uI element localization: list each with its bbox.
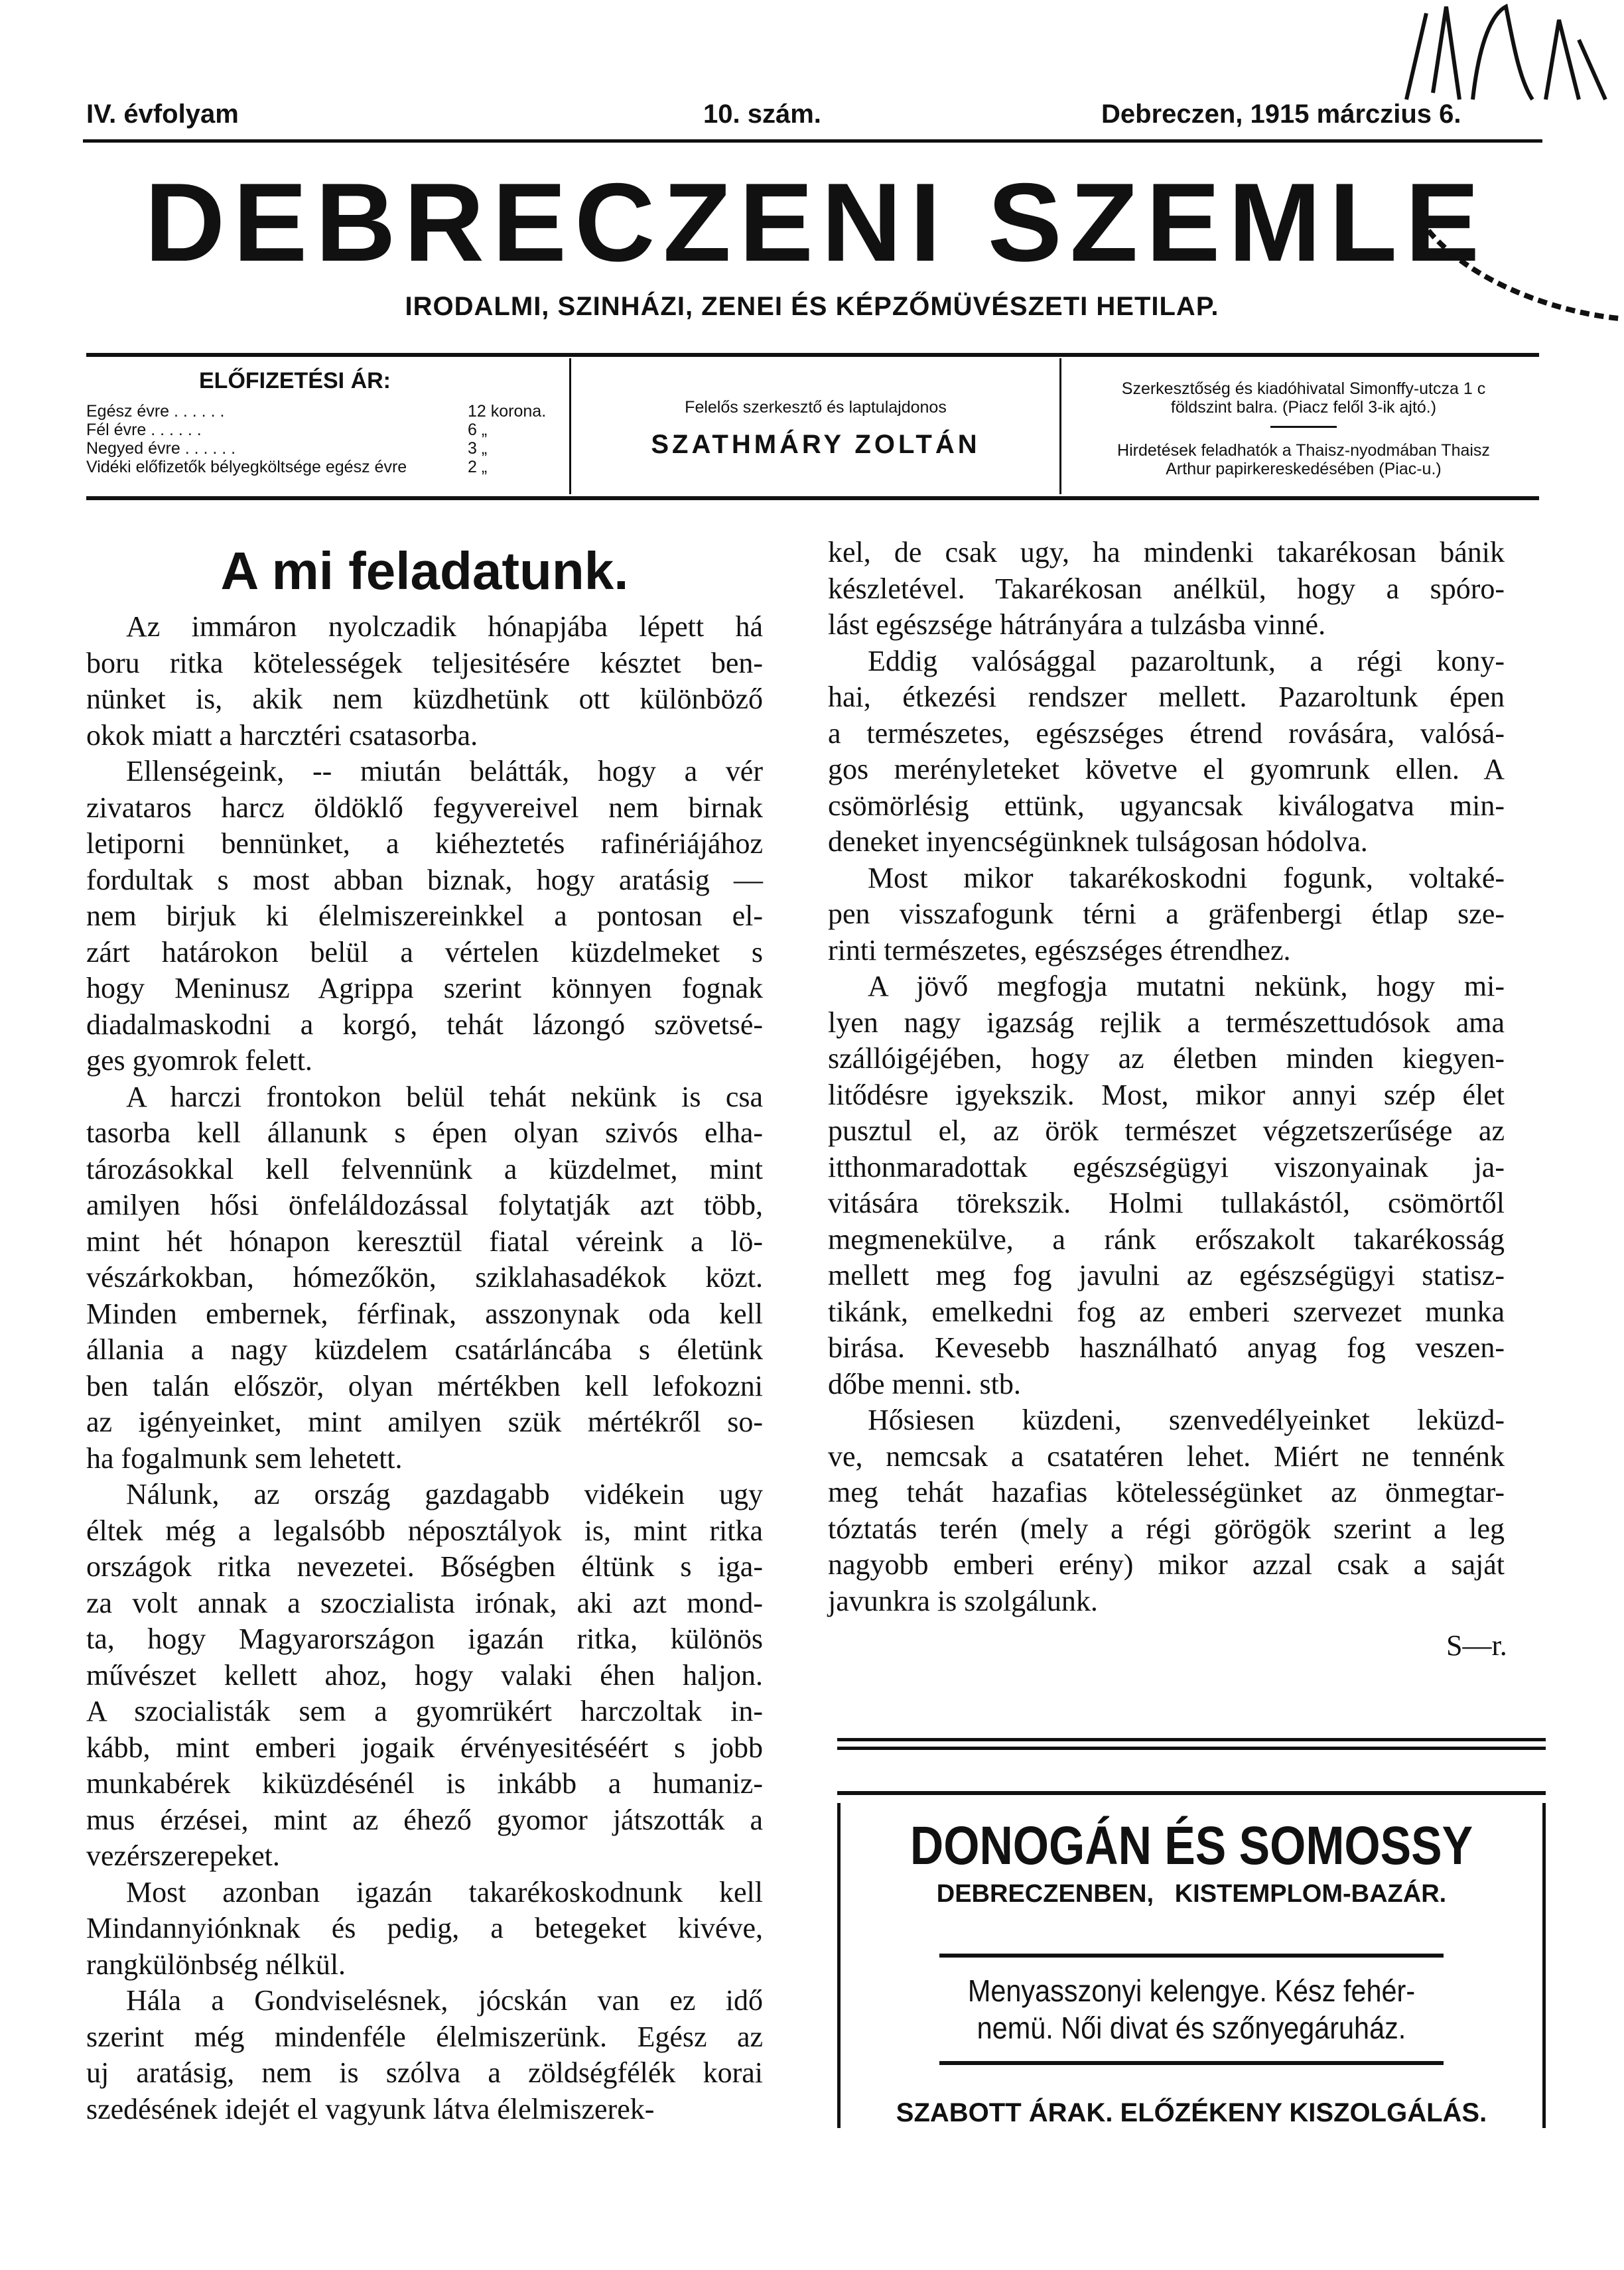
price-label: Fél évre . . . . . . (86, 421, 202, 439)
article-line: éltek még a legalsóbb néposztályok is, mint ritka (86, 1514, 763, 1547)
ad-inner-rule (939, 1954, 1444, 1958)
office-line: földszint balra. (Piacz felől 3-ik ajtó.) (1170, 398, 1437, 417)
article-line: vezérszerepeket. (86, 1839, 280, 1872)
volume-label: IV. évfolyam (86, 100, 239, 129)
divider (1270, 426, 1337, 428)
article-line: készletével. Takarékosan anélkül, hogy a spóro- (828, 572, 1505, 605)
editor-info (572, 398, 1059, 459)
ad-rule (837, 1791, 1546, 1795)
article-line: csömörlésig ettünk, ugyancsak kiválogatva min- (828, 789, 1505, 822)
ad-inner-rule (939, 2061, 1444, 2065)
article-line: deneket inyencségünknek tulságosan hódolva. (828, 825, 1368, 858)
article-line: rinti természetes, egészséges étrendhez. (828, 933, 1291, 967)
info-divider (569, 358, 571, 494)
price-value: 2 „ (468, 458, 488, 476)
article-line: ha fogalmunk sem lehetett. (86, 1441, 403, 1475)
article-line: fordultak s most abban biznak, hogy aratásig — (86, 863, 763, 896)
handwritten-signature-and-stamp-icon (1380, 0, 1624, 371)
article-line: pen visszafogunk térni a gräfenbergi étlap sze- (828, 898, 1505, 930)
ad-line: Menyasszonyi kelengye. Kész fehér- (967, 1973, 1416, 2008)
info-top-rule (86, 353, 1539, 357)
info-bottom-rule (86, 496, 1539, 500)
article-line: diadalmaskodni a korgó, tehát lázongó szövetsé- (86, 1008, 763, 1041)
article-line: nünket is, akik nem küzdhetünk ott különböző (86, 683, 763, 715)
article-line: ve, nemcsak a csatatéren lehet. Miért ne tennénk (828, 1439, 1505, 1473)
article-line: tikánk, emelkedni fog az emberi szervezet munka (828, 1295, 1505, 1328)
article-line: birása. Kevesebb használható anyag fog veszen- (828, 1331, 1505, 1364)
article-line: uj aratásig, nem is szólva a zöldségfélék korai (86, 2056, 763, 2089)
article-line: az igényeinket, mint amilyen szük mértékről so- (86, 1406, 763, 1438)
article-line: meg tehát hazafias kötelességünket az önmegtar- (828, 1476, 1505, 1508)
article-line: lást egészsége hátrányára a tulzásba vinné. (828, 608, 1326, 641)
office-info (1065, 379, 1542, 478)
editor-name: SZATHMÁRY ZOLTÁN (651, 430, 981, 459)
article-line: boru ritka kötelességek teljesitésére késztet ben- (86, 646, 763, 679)
article-line: litődésre igyekszik. Most, mikor annyi szép élet (828, 1078, 1505, 1111)
ad-rule (837, 1747, 1546, 1750)
article-line: Ellenségeink, -- miután belátták, hogy a vér (126, 755, 763, 787)
article-line: szállóigéjében, hogy az életben minden kiegyen- (828, 1042, 1505, 1075)
article-line: tasorba kell állanunk s épen olyan szivós elha- (86, 1116, 763, 1149)
article-line: za volt annak a szoczialista irónak, aki azt mond- (86, 1586, 763, 1619)
price-label: Vidéki előfizetők bélyegköltsége egész évre (86, 458, 407, 476)
article-line: A harczi frontokon belül tehát nekünk is csa (126, 1080, 763, 1113)
price-value: 3 „ (468, 439, 488, 458)
article-line: letiporni bennünket, a kiéheztetés rafinériájához (86, 827, 763, 860)
ads-line: Arthur papirkereskedésében (Piac-u.) (1166, 460, 1442, 478)
price-value: 6 „ (468, 421, 488, 439)
article-line: zárt határokon belül a vértelen küzdelmeket s (86, 935, 763, 968)
article-line: Eddig valósággal pazaroltunk, a régi kony- (868, 644, 1505, 677)
article-line: A szocialisták sem a gyomrükért harczoltak in- (86, 1695, 763, 1727)
article-line: Hősiesen küzdeni, szenvedélyeinket leküzd- (868, 1404, 1505, 1436)
article-signature: S—r. (1446, 1629, 1507, 1662)
price-heading: ELŐFIZETÉSI ÁR: (199, 368, 391, 393)
article-line: Hála a Gondviselésnek, jócskán van ez idő (126, 1984, 763, 2017)
article-line: pusztul el, az örök természet végzetszerűsége az (828, 1114, 1505, 1147)
price-value: 12 korona. (468, 402, 547, 421)
article-line: lyen nagy igazság rejlik a természettudósok ama (828, 1006, 1505, 1039)
ad-rule (837, 1738, 1546, 1741)
price-row (86, 439, 561, 458)
ad-description (876, 1972, 1507, 2046)
article-line: Az immáron nyolczadik hónapjába lépett há (126, 610, 763, 643)
article-line: dőbe menni. stb. (828, 1367, 1021, 1400)
article-line: tóztatás terén (mely a régi görögök szerint a leg (828, 1512, 1505, 1545)
article-line: Most azonban igazán takarékoskodnunk kell (126, 1875, 763, 1908)
price-label: Negyed évre . . . . . . (86, 439, 236, 458)
ad-company-name: DONOGÁN ÉS SOMOSSY (910, 1816, 1473, 1876)
newspaper-subtitle: IRODALMI, SZINHÁZI, ZENEI ÉS KÉPZŐMÜVÉSZETI HETILAP. (405, 292, 1219, 321)
article-line: megmenekülve, a ránk erőszakolt takarékosság (828, 1223, 1505, 1256)
article-line: ben talán először, olyan mértékben kell lefokozni (86, 1369, 763, 1402)
ad-location: DEBRECZENBEN, KISTEMPLOM-BAZÁR. (936, 1880, 1447, 1908)
office-line: Szerkesztőség és kiadóhivatal Simonffy-utcza 1 c (1121, 379, 1486, 398)
article-line: Mindannyiónknak és pedig, a betegeket kivéve, (86, 1912, 763, 1944)
article-line: mellett meg fog javulni az egészségügyi statisz- (828, 1259, 1505, 1292)
article-line: itthonmaradottak egészségügyi viszonyainak ja- (828, 1150, 1505, 1183)
price-row (86, 402, 561, 421)
article-line: Most mikor takarékoskodni fogunk, voltaké- (868, 861, 1505, 894)
article-line: kább, mint emberi jogaik érvényesitéséért s jobb (86, 1731, 763, 1764)
ad-line: nemü. Női divat és szőnyegáruház. (977, 2011, 1406, 2045)
article-line: Minden embernek, férfinak, asszonynak oda kell (86, 1297, 763, 1330)
info-divider (1059, 358, 1061, 494)
article-line: országok ritka nevezetei. Bőségben éltünk s iga- (86, 1550, 763, 1583)
article-line: mint hét hónapon keresztül fiatal véreink a lö- (86, 1225, 763, 1258)
article-line: a természetes, egészséges étrend rovására, valósá- (828, 716, 1505, 750)
article-line: rangkülönbség nélkül. (86, 1948, 346, 1981)
article-line: vészárkokban, hómezőkön, sziklahasadékok közt. (86, 1261, 763, 1294)
article-line: állania a nagy küzdelem csatárláncába s életünk (86, 1333, 763, 1366)
article-line: szedésének idejét el vagyunk látva élelmiszerek- (86, 2092, 655, 2125)
article-line: hogy Meninusz Agrippa szerint könnyen fognak (86, 972, 763, 1004)
article-line: vitására törekszik. Holmi tullakástól, csömörtől (828, 1187, 1505, 1219)
place-date: Debreczen, 1915 márczius 6. (1101, 100, 1461, 129)
article-line: Nálunk, az ország gazdagabb vidékein ugy (126, 1478, 763, 1510)
ads-line: Hirdetések feladhatók a Thaisz-nyodmában Thaisz (1117, 441, 1490, 460)
article-line: hai, étkezési rendszer mellett. Pazaroltunk épen (828, 681, 1505, 713)
article-line: zivataros harcz öldöklő fegyvereivel nem birnak (86, 791, 763, 824)
article-column-left (86, 609, 763, 2127)
newspaper-title: DEBRECZENI SZEMLE (144, 160, 1488, 285)
price-row (86, 458, 561, 476)
price-label: Egész évre . . . . . . (86, 402, 225, 421)
subscription-prices (86, 368, 564, 476)
price-row (86, 421, 561, 439)
article-line: munkabérek kiküzdésénél is inkább a humaniz- (86, 1767, 763, 1800)
article-line: ges gyomrok felett. (86, 1044, 312, 1077)
article-line: ta, hogy Magyarországon igazán ritka, különös (86, 1623, 763, 1655)
article-line: gos merényleteket követve el gyomrunk ellen. A (828, 753, 1505, 785)
article-column-right (828, 535, 1505, 1619)
article-line: kel, de csak ugy, ha mindenki takarékosan bánik (828, 536, 1505, 568)
article-line: A jövő megfogja mutatni nekünk, hogy mi- (868, 970, 1505, 1002)
article-line: nem birjuk ki élelmiszereinkkel a pontosan el- (86, 900, 763, 932)
top-rule (83, 139, 1542, 143)
article-line: nagyobb emberi erény) mikor azzal csak a saját (828, 1548, 1505, 1581)
article-heading: A mi feladatunk. (220, 541, 629, 600)
ad-footer: SZABOTT ÁRAK. ELŐZÉKENY KISZOLGÁLÁS. (896, 2098, 1487, 2127)
article-line: amilyen hősi önfeláldozással folytatják azt több, (86, 1189, 763, 1221)
issue-number: 10. szám. (703, 100, 821, 129)
article-line: művészet kellett ahoz, hogy valaki éhen haljon. (86, 1658, 763, 1692)
advertisement (837, 1803, 1546, 2128)
editor-label: Felelős szerkesztő és laptulajdonos (685, 398, 947, 417)
article-line: szerint még mindenféle élelmiszerünk. Egész az (86, 2020, 763, 2053)
article-line: tározásokkal kell felvennünk a küzdelmet, mint (86, 1152, 763, 1185)
article-line: javunkra is szolgálunk. (828, 1584, 1098, 1617)
article-line: mus érzései, mint az éhező gyomor játszották a (86, 1803, 763, 1836)
article-line: okok miatt a harcztéri csatasorba. (86, 718, 478, 752)
